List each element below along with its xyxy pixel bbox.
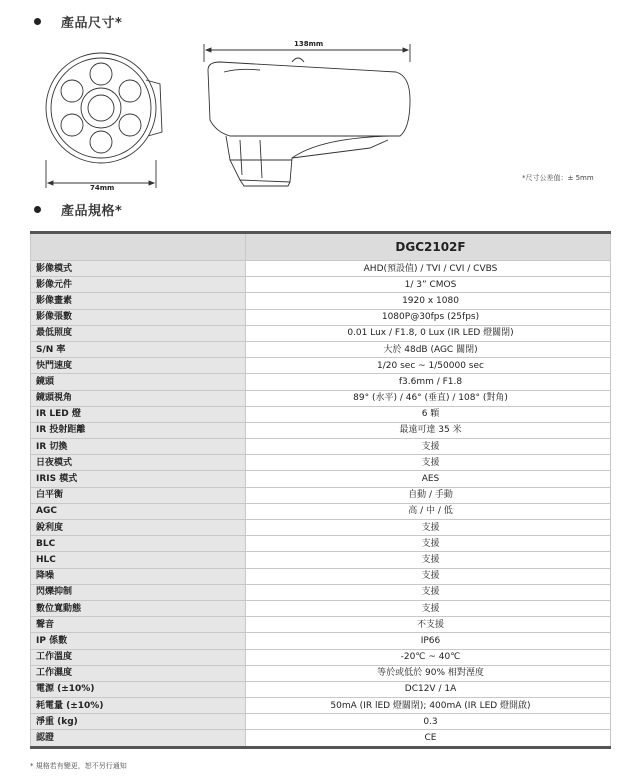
bullet-icon <box>34 206 41 213</box>
specs-title-text: 產品規格* <box>61 204 123 219</box>
spec-row <box>31 665 611 681</box>
spec-value: AES <box>246 471 611 487</box>
spec-value: DC12V / 1A <box>246 681 611 697</box>
spec-row <box>31 390 611 406</box>
spec-label: 影像元件 <box>31 277 246 293</box>
spec-label: 影像模式 <box>31 261 246 277</box>
spec-row <box>31 422 611 438</box>
spec-row <box>31 633 611 649</box>
spec-value: 1/ 3” CMOS <box>246 277 611 293</box>
spec-row <box>31 520 611 536</box>
spec-label: 淨重 (kg) <box>31 714 246 730</box>
spec-label: 數位寬動態 <box>31 600 246 616</box>
spec-value: -20℃ ~ 40℃ <box>246 649 611 665</box>
spec-row <box>31 358 611 374</box>
spec-table <box>30 231 611 749</box>
width-dimension-label: 74mm <box>90 184 115 192</box>
spec-value: 1/20 sec ~ 1/50000 sec <box>246 358 611 374</box>
spec-row <box>31 730 611 747</box>
spec-header-row <box>31 233 611 261</box>
dimensions-title-text: 產品尺寸* <box>61 16 123 31</box>
spec-row <box>31 600 611 616</box>
spec-value: 支援 <box>246 568 611 584</box>
spec-label: 工作濕度 <box>31 665 246 681</box>
spec-label: IRIS 模式 <box>31 471 246 487</box>
spec-label: 影像畫素 <box>31 293 246 309</box>
spec-row <box>31 681 611 697</box>
spec-row <box>31 374 611 390</box>
spec-value: 支援 <box>246 584 611 600</box>
spec-label: HLC <box>31 552 246 568</box>
spec-row <box>31 584 611 600</box>
spec-value: 支援 <box>246 536 611 552</box>
spec-value: 等於或低於 90% 相對溼度 <box>246 665 611 681</box>
spec-value: 6 顆 <box>246 406 611 422</box>
spec-value: 支援 <box>246 455 611 471</box>
model-name: DGC2102F <box>246 233 611 261</box>
spec-label: 銳利度 <box>31 520 246 536</box>
spec-label: BLC <box>31 536 246 552</box>
bullet-icon <box>34 18 41 25</box>
spec-value: 支援 <box>246 552 611 568</box>
spec-value: 支援 <box>246 439 611 455</box>
spec-row <box>31 341 611 357</box>
spec-label: AGC <box>31 503 246 519</box>
spec-row <box>31 649 611 665</box>
spec-row <box>31 261 611 277</box>
spec-value: f3.6mm / F1.8 <box>246 374 611 390</box>
spec-value: 50mA (IR lED 燈關閉); 400mA (IR LED 燈開啟) <box>246 698 611 714</box>
spec-value: 89° (水平) / 46° (垂直) / 108° (對角) <box>246 390 611 406</box>
spec-row <box>31 568 611 584</box>
front-view-drawing <box>38 40 188 195</box>
spec-label: IR LED 燈 <box>31 406 246 422</box>
spec-label: IR 投射距離 <box>31 422 246 438</box>
spec-label: 電源 (±10%) <box>31 681 246 697</box>
spec-row <box>31 439 611 455</box>
spec-label: 鏡頭視角 <box>31 390 246 406</box>
spec-label: 影像張數 <box>31 309 246 325</box>
spec-row <box>31 714 611 730</box>
spec-row <box>31 325 611 341</box>
spec-label: 鏡頭 <box>31 374 246 390</box>
spec-row <box>31 309 611 325</box>
spec-row <box>31 455 611 471</box>
spec-row <box>31 552 611 568</box>
spec-value: 最遠可達 35 米 <box>246 422 611 438</box>
spec-label: 耗電量 (±10%) <box>31 698 246 714</box>
spec-label: 快門速度 <box>31 358 246 374</box>
spec-label: 聲音 <box>31 617 246 633</box>
spec-value: CE <box>246 730 611 747</box>
dimensions-section-title <box>34 12 122 31</box>
spec-label: 認證 <box>31 730 246 747</box>
spec-row <box>31 487 611 503</box>
tolerance-note: *尺寸公差值：± 5mm <box>522 174 594 182</box>
spec-value: 大於 48dB (AGC 關閉) <box>246 341 611 357</box>
spec-value: IP66 <box>246 633 611 649</box>
spec-row <box>31 617 611 633</box>
length-dimension-label: 138mm <box>294 40 324 48</box>
spec-label: 閃爍抑制 <box>31 584 246 600</box>
spec-value: 0.3 <box>246 714 611 730</box>
spec-label: 白平衡 <box>31 487 246 503</box>
spec-row <box>31 503 611 519</box>
spec-value: 1080P@30fps (25fps) <box>246 309 611 325</box>
spec-row <box>31 536 611 552</box>
spec-label: 降噪 <box>31 568 246 584</box>
spec-label: IR 切換 <box>31 439 246 455</box>
spec-value: 0.01 Lux / F1.8, 0 Lux (IR LED 燈關閉) <box>246 325 611 341</box>
side-view-drawing <box>200 40 420 195</box>
footnote: * 規格若有變更，恕不另行通知 <box>30 762 127 770</box>
specs-section-title <box>34 200 122 219</box>
spec-header-blank <box>31 233 246 261</box>
spec-row <box>31 471 611 487</box>
spec-label: S/N 率 <box>31 341 246 357</box>
spec-value: 支援 <box>246 600 611 616</box>
spec-table-body <box>31 261 611 748</box>
spec-label: IP 係數 <box>31 633 246 649</box>
spec-value: 自動 / 手動 <box>246 487 611 503</box>
spec-value: AHD(預設值) / TVI / CVI / CVBS <box>246 261 611 277</box>
spec-value: 不支援 <box>246 617 611 633</box>
spec-value: 支援 <box>246 520 611 536</box>
spec-value: 1920 x 1080 <box>246 293 611 309</box>
spec-label: 日夜模式 <box>31 455 246 471</box>
spec-label: 最低照度 <box>31 325 246 341</box>
spec-row <box>31 277 611 293</box>
spec-row <box>31 293 611 309</box>
spec-label: 工作溫度 <box>31 649 246 665</box>
spec-value: 高 / 中 / 低 <box>246 503 611 519</box>
spec-row <box>31 698 611 714</box>
spec-row <box>31 406 611 422</box>
